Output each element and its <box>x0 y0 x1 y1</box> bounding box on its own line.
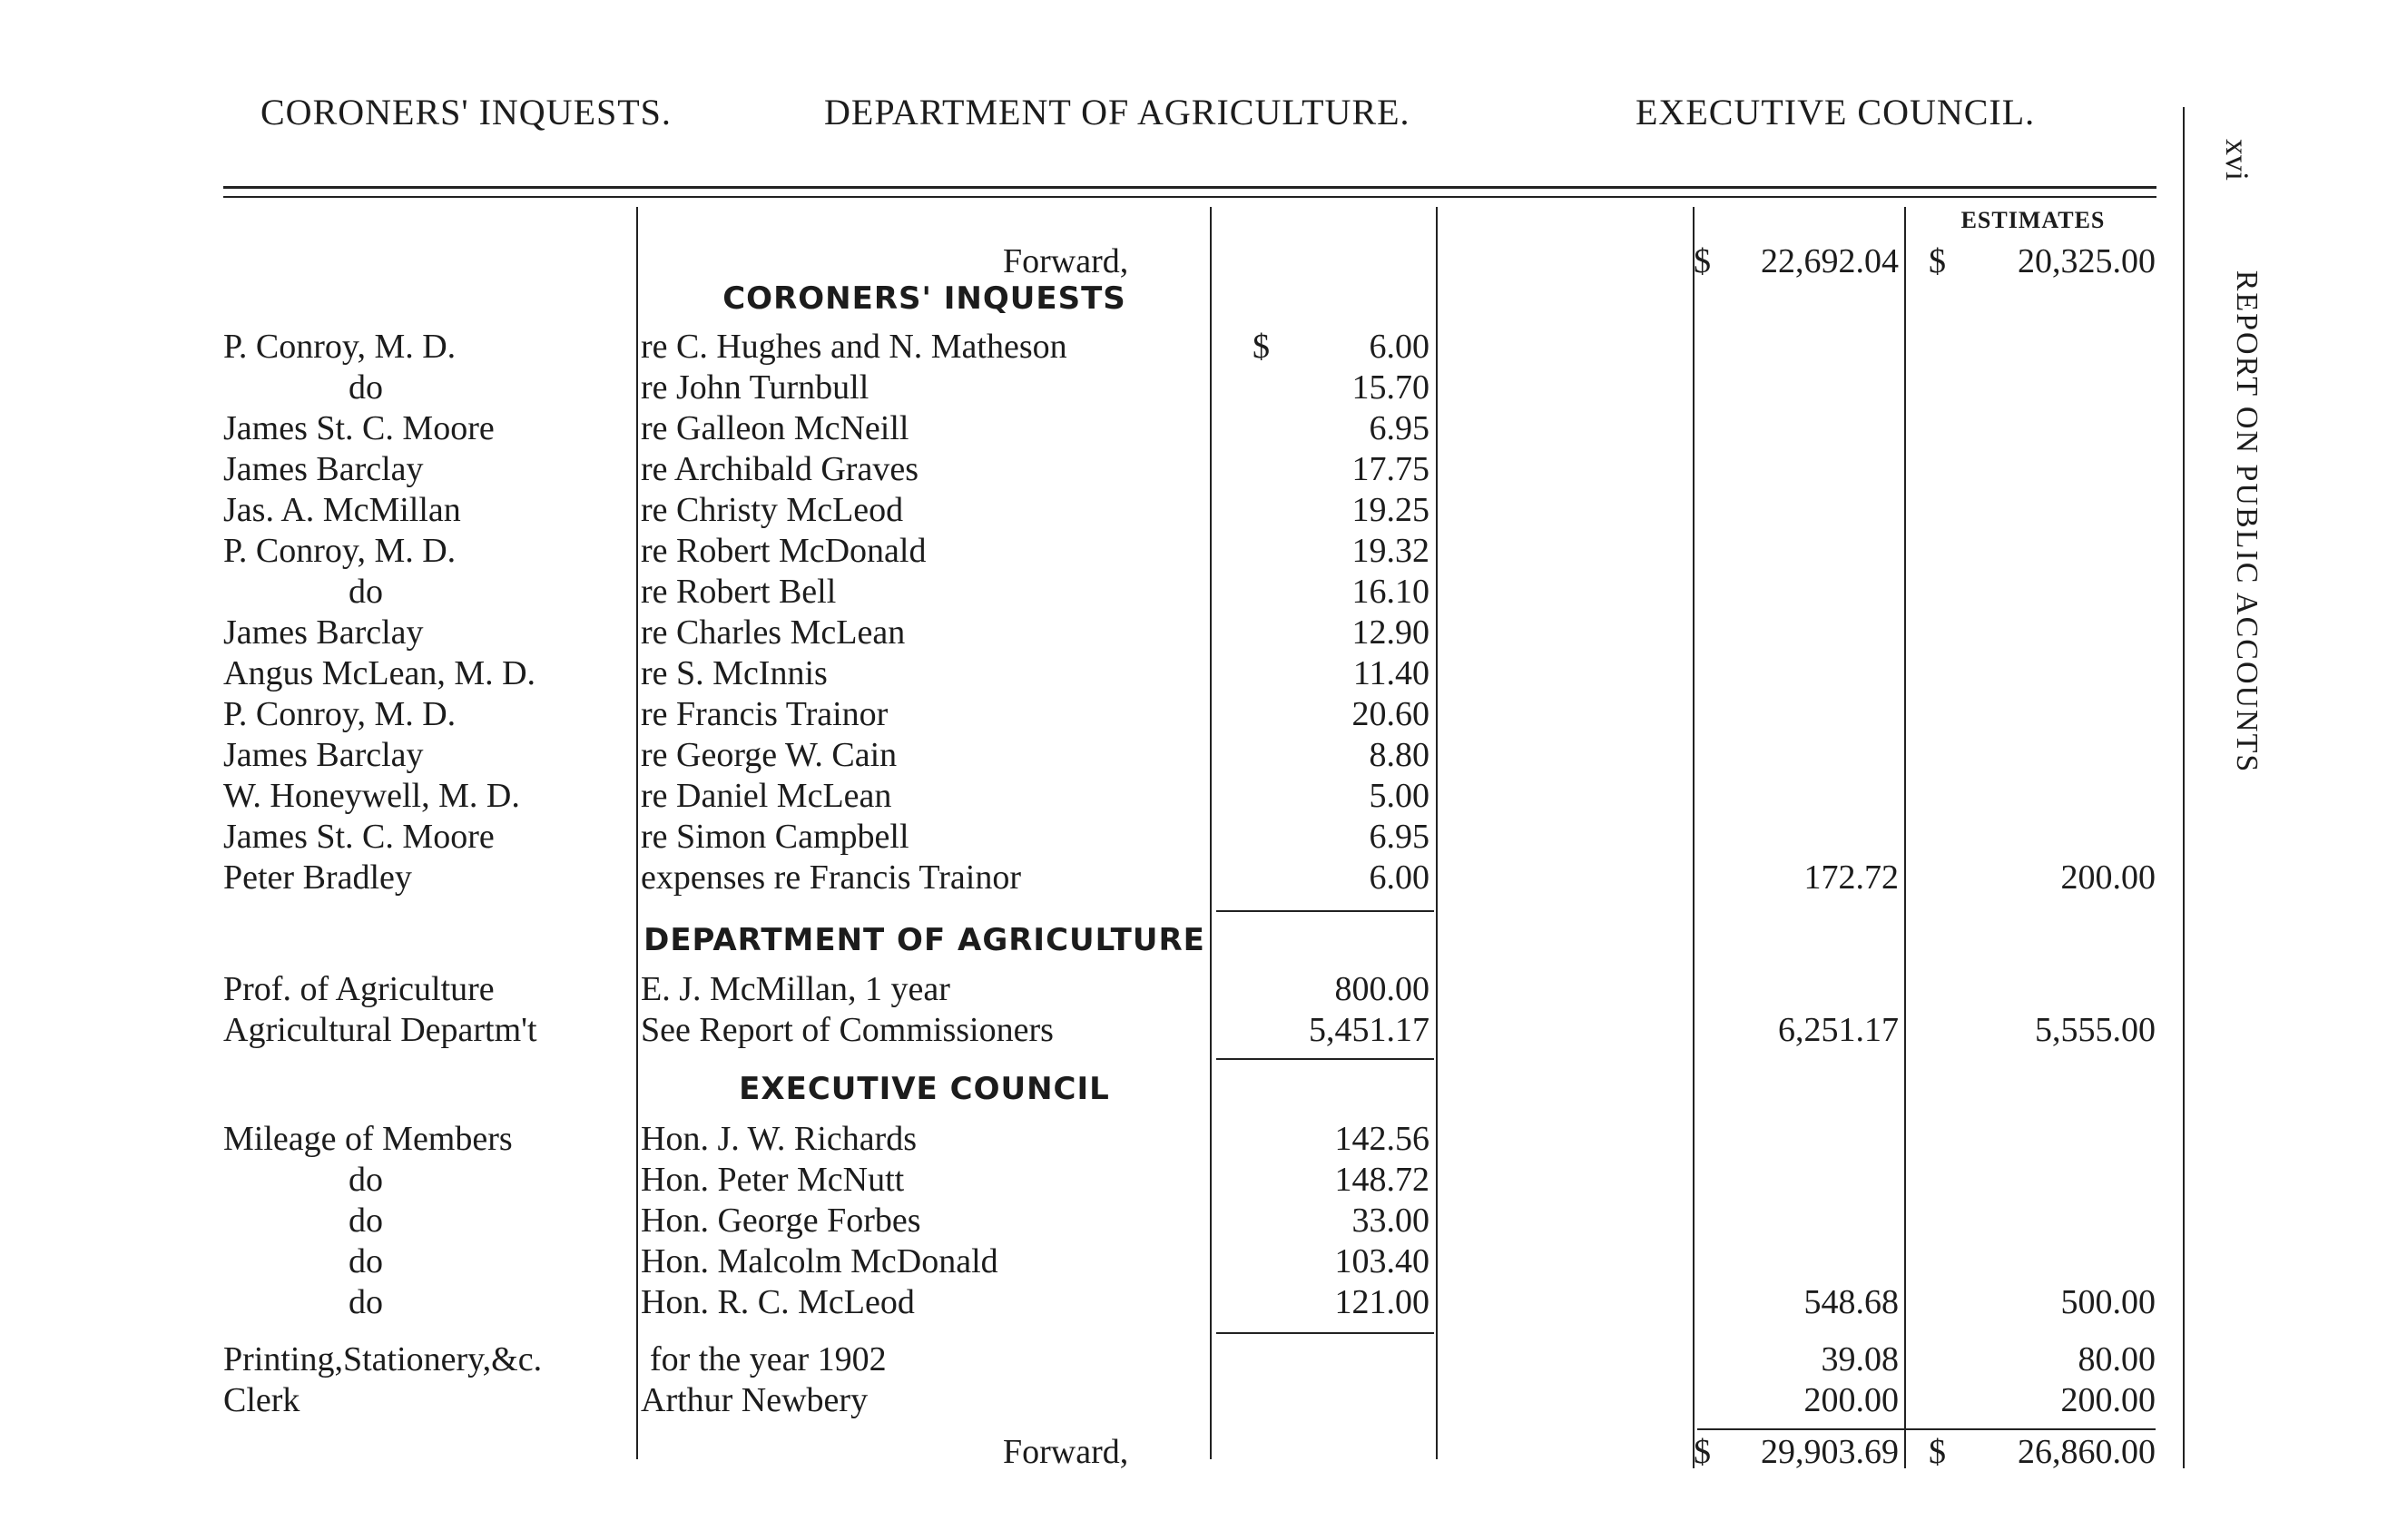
payee: James Barclay <box>223 450 424 488</box>
section-total: 548.68 <box>1803 1283 1899 1321</box>
payee: James Barclay <box>223 613 424 652</box>
section-coroners: CORONERS' INQUESTS <box>722 280 1126 317</box>
dollar-sign: $ <box>1694 242 1711 280</box>
amount: 800.00 <box>1334 970 1429 1008</box>
amount: 17.75 <box>1351 450 1429 488</box>
table-row <box>0 817 2397 858</box>
forward-label: Forward, <box>1003 242 1129 280</box>
description: re Simon Campbell <box>641 818 909 856</box>
payee: Clerk <box>223 1381 300 1419</box>
top-rule-2 <box>223 196 2156 198</box>
table-row <box>0 531 2397 572</box>
payee: do <box>349 1161 383 1199</box>
description: expenses re Francis Trainor <box>641 858 1021 897</box>
amount: 103.40 <box>1334 1242 1429 1280</box>
subtotal-rule <box>1216 1332 1434 1334</box>
forward-top-row <box>0 241 2397 282</box>
item-total: 200.00 <box>1803 1381 1899 1419</box>
description: Hon. R. C. McLeod <box>641 1283 915 1321</box>
table-row <box>0 1282 2397 1323</box>
dollar-sign: $ <box>1929 242 1946 280</box>
section-agriculture: DEPARTMENT OF AGRICULTURE <box>643 922 1205 958</box>
top-rule-1 <box>223 186 2156 189</box>
amount: 11.40 <box>1352 654 1429 692</box>
description: Hon. George Forbes <box>641 1202 921 1240</box>
section-estimate: 200.00 <box>2060 858 2156 897</box>
forward-label: Forward, <box>1003 1433 1129 1471</box>
payee: Jas. A. McMillan <box>223 491 461 529</box>
payee: P. Conroy, M. D. <box>223 328 457 366</box>
amount: 12.90 <box>1351 613 1429 652</box>
forward-bottom-row <box>0 1432 2397 1473</box>
forward-estimate: 20,325.00 <box>2018 242 2156 280</box>
table-row <box>0 653 2397 694</box>
amount: 33.00 <box>1351 1202 1429 1240</box>
table-row <box>0 327 2397 368</box>
page-number: xvi <box>2219 138 2255 181</box>
forward-estimate: 26,860.00 <box>2018 1433 2156 1471</box>
table-row <box>0 1201 2397 1241</box>
dollar-sign: $ <box>1694 1433 1711 1471</box>
forward-total: 29,903.69 <box>1761 1433 1899 1471</box>
amount: 5,451.17 <box>1309 1011 1429 1049</box>
description: Hon. J. W. Richards <box>641 1120 917 1158</box>
description: re George W. Cain <box>641 736 898 774</box>
table-row <box>0 694 2397 735</box>
payee: Printing,Stationery,&c. <box>223 1340 543 1378</box>
subtotal-rule <box>1216 910 1434 912</box>
description: Hon. Malcolm McDonald <box>641 1242 998 1280</box>
side-title: REPORT ON PUBLIC ACCOUNTS <box>2230 270 2264 774</box>
description: for the year 1902 <box>650 1340 887 1378</box>
table-row <box>0 368 2397 408</box>
description: re Robert McDonald <box>641 532 927 570</box>
table-row <box>0 449 2397 490</box>
section-estimate: 500.00 <box>2060 1283 2156 1321</box>
amount: 121.00 <box>1334 1283 1429 1321</box>
table-row <box>0 735 2397 776</box>
description: re Galleon McNeill <box>641 409 909 447</box>
section-total: 172.72 <box>1803 858 1899 897</box>
amount: 20.60 <box>1351 695 1429 733</box>
payee: W. Honeywell, M. D. <box>223 777 520 815</box>
payee: Peter Bradley <box>223 858 412 897</box>
amount: 6.95 <box>1369 409 1429 447</box>
payee: James St. C. Moore <box>223 818 495 856</box>
section-total: 6,251.17 <box>1778 1011 1899 1049</box>
description: Arthur Newbery <box>641 1381 869 1419</box>
table-row <box>0 1339 2397 1380</box>
forward-total: 22,692.04 <box>1761 242 1899 280</box>
description: re Daniel McLean <box>641 777 892 815</box>
payee: Angus McLean, M. D. <box>223 654 536 692</box>
payee: do <box>349 1283 383 1321</box>
section-estimate: 5,555.00 <box>2035 1011 2156 1049</box>
description: re John Turnbull <box>641 368 869 407</box>
dollar-sign: $ <box>1253 328 1270 366</box>
description: re C. Hughes and N. Matheson <box>641 328 1067 366</box>
amount: 5.00 <box>1369 777 1429 815</box>
item-total: 39.08 <box>1821 1340 1899 1378</box>
header-agriculture: DEPARTMENT OF AGRICULTURE. <box>824 92 1410 132</box>
payee: Agricultural Departm't <box>223 1011 537 1049</box>
table-row <box>0 572 2397 613</box>
dollar-sign: $ <box>1929 1433 1946 1471</box>
item-estimate: 80.00 <box>2078 1340 2156 1378</box>
payee: James Barclay <box>223 736 424 774</box>
amount: 15.70 <box>1351 368 1429 407</box>
table-row <box>0 1160 2397 1201</box>
table-row <box>0 969 2397 1010</box>
payee: do <box>349 368 383 407</box>
header-executive: EXECUTIVE COUNCIL. <box>1636 92 2036 132</box>
payee: Prof. of Agriculture <box>223 970 495 1008</box>
payee: do <box>349 1202 383 1240</box>
amount: 16.10 <box>1351 573 1429 611</box>
description: re Archibald Graves <box>641 450 919 488</box>
payee: James St. C. Moore <box>223 409 495 447</box>
table-row <box>0 490 2397 531</box>
description: re Francis Trainor <box>641 695 889 733</box>
amount: 6.00 <box>1369 858 1429 897</box>
estimates-label: ESTIMATES <box>1960 207 2106 233</box>
description: re Charles McLean <box>641 613 906 652</box>
item-estimate: 200.00 <box>2060 1381 2156 1419</box>
amount: 19.32 <box>1351 532 1429 570</box>
description: See Report of Commissioners <box>641 1011 1054 1049</box>
description: re Robert Bell <box>641 573 837 611</box>
payee: P. Conroy, M. D. <box>223 695 457 733</box>
payee: Mileage of Members <box>223 1120 513 1158</box>
description: E. J. McMillan, 1 year <box>641 970 950 1008</box>
amount: 8.80 <box>1369 736 1429 774</box>
table-row <box>0 1380 2397 1421</box>
description: re S. McInnis <box>641 654 828 692</box>
payee: do <box>349 573 383 611</box>
payee: do <box>349 1242 383 1280</box>
section-executive: EXECUTIVE COUNCIL <box>739 1071 1110 1107</box>
table-row <box>0 1119 2397 1160</box>
header-coroners: CORONERS' INQUESTS. <box>260 92 672 132</box>
payee: P. Conroy, M. D. <box>223 532 457 570</box>
amount: 148.72 <box>1334 1161 1429 1199</box>
amount: 19.25 <box>1351 491 1429 529</box>
amount: 142.56 <box>1334 1120 1429 1158</box>
description: re Christy McLeod <box>641 491 904 529</box>
table-row <box>0 1010 2397 1051</box>
table-row <box>0 776 2397 817</box>
amount: 6.00 <box>1369 328 1429 366</box>
table-row <box>0 858 2397 898</box>
table-row <box>0 1241 2397 1282</box>
grand-total-rule <box>1697 1428 2156 1430</box>
table-row <box>0 408 2397 449</box>
amount: 6.95 <box>1369 818 1429 856</box>
subtotal-rule <box>1216 1058 1434 1060</box>
description: Hon. Peter McNutt <box>641 1161 905 1199</box>
table-row <box>0 613 2397 653</box>
